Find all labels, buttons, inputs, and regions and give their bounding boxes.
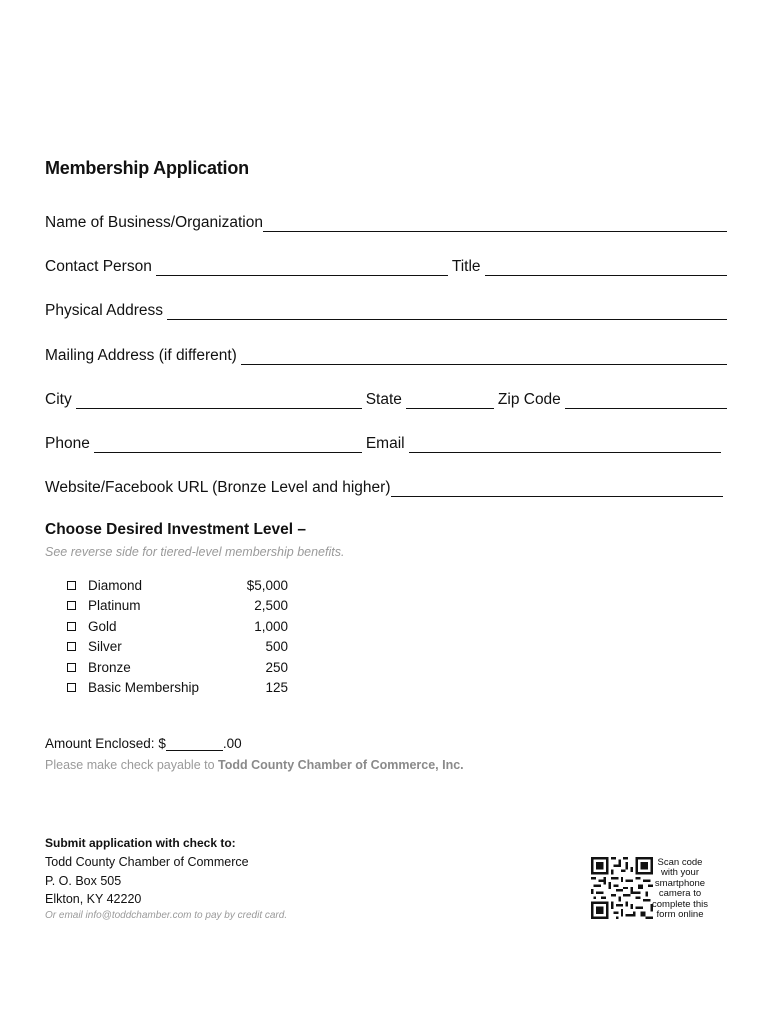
city-label: City <box>45 391 72 408</box>
membership-form <box>45 0 727 1024</box>
level-option-gold[interactable] <box>67 616 307 637</box>
contact-person-field[interactable] <box>156 259 448 276</box>
title-field[interactable] <box>485 259 727 276</box>
qr-caption: Scan code with your smartphone camera to complete this form online <box>652 857 708 921</box>
city-state-zip-row <box>45 389 727 409</box>
investment-level-list <box>67 575 307 698</box>
website-field[interactable] <box>391 480 724 497</box>
amount-enclosed-row <box>45 736 242 751</box>
amount-suffix: .00 <box>222 736 242 751</box>
contact-person-label: Contact Person <box>45 258 152 275</box>
check-note-text: Please make check payable to <box>45 758 219 772</box>
submit-heading: Submit application with check to: <box>45 836 236 850</box>
level-price: 1,000 <box>254 618 288 634</box>
physical-address-row <box>45 300 727 320</box>
amount-label: Amount Enclosed: $ <box>45 736 166 751</box>
phone-email-row <box>45 433 727 453</box>
address-line: P. O. Box 505 <box>45 874 122 888</box>
level-name: Diamond <box>88 577 143 593</box>
level-name: Gold <box>88 618 117 634</box>
level-price: 2,500 <box>254 598 288 614</box>
website-label: Website/Facebook URL (Bronze Level and higher) <box>45 479 391 496</box>
level-option-silver[interactable] <box>67 637 307 658</box>
mailing-address-field[interactable] <box>241 348 727 365</box>
business-name-field[interactable] <box>263 215 727 232</box>
check-payable-note <box>45 758 464 772</box>
state-field[interactable] <box>406 392 494 409</box>
website-row <box>45 477 727 497</box>
level-name: Bronze <box>88 659 131 675</box>
amount-field[interactable] <box>166 738 223 751</box>
level-name: Basic Membership <box>88 680 200 696</box>
address-line: Todd County Chamber of Commerce <box>45 855 249 869</box>
checkbox-icon[interactable] <box>67 581 76 590</box>
phone-field[interactable] <box>94 436 362 453</box>
page-title: Membership Application <box>45 158 249 178</box>
business-name-row <box>45 212 727 232</box>
checkbox-icon[interactable] <box>67 663 76 672</box>
level-price: $5,000 <box>246 577 288 593</box>
investment-heading: Choose Desired Investment Level – <box>45 521 307 538</box>
email-payment-note: Or email info@toddchamber.com to pay by credit card. <box>45 910 288 921</box>
mailing-address-row <box>45 345 727 365</box>
address-line: Elkton, KY 42220 <box>45 892 142 906</box>
checkbox-icon[interactable] <box>67 622 76 631</box>
level-name: Silver <box>88 639 122 655</box>
level-option-diamond[interactable] <box>67 575 307 596</box>
title-label: Title <box>451 258 481 275</box>
zip-label: Zip Code <box>497 391 561 408</box>
mailing-address-label: Mailing Address (if different) <box>45 347 237 364</box>
level-price: 500 <box>265 639 288 655</box>
level-price: 125 <box>265 680 288 696</box>
state-label: State <box>365 391 402 408</box>
level-option-platinum[interactable] <box>67 596 307 617</box>
level-option-bronze[interactable] <box>67 657 307 678</box>
contact-row <box>45 256 727 276</box>
email-field[interactable] <box>409 436 721 453</box>
level-price: 250 <box>265 659 288 675</box>
qr-code-icon[interactable] <box>591 857 653 919</box>
phone-label: Phone <box>45 435 90 452</box>
check-payee: Todd County Chamber of Commerce, Inc. <box>218 758 464 772</box>
business-name-label: Name of Business/Organization <box>45 214 263 231</box>
checkbox-icon[interactable] <box>67 601 76 610</box>
checkbox-icon[interactable] <box>67 683 76 692</box>
investment-note: See reverse side for tiered-level membership benefits. <box>45 545 345 559</box>
zip-field[interactable] <box>565 392 727 409</box>
email-label: Email <box>365 435 405 452</box>
physical-address-label: Physical Address <box>45 302 164 319</box>
checkbox-icon[interactable] <box>67 642 76 651</box>
physical-address-field[interactable] <box>167 303 727 320</box>
level-name: Platinum <box>88 598 141 614</box>
level-option-basic[interactable] <box>67 678 307 699</box>
city-field[interactable] <box>76 392 362 409</box>
